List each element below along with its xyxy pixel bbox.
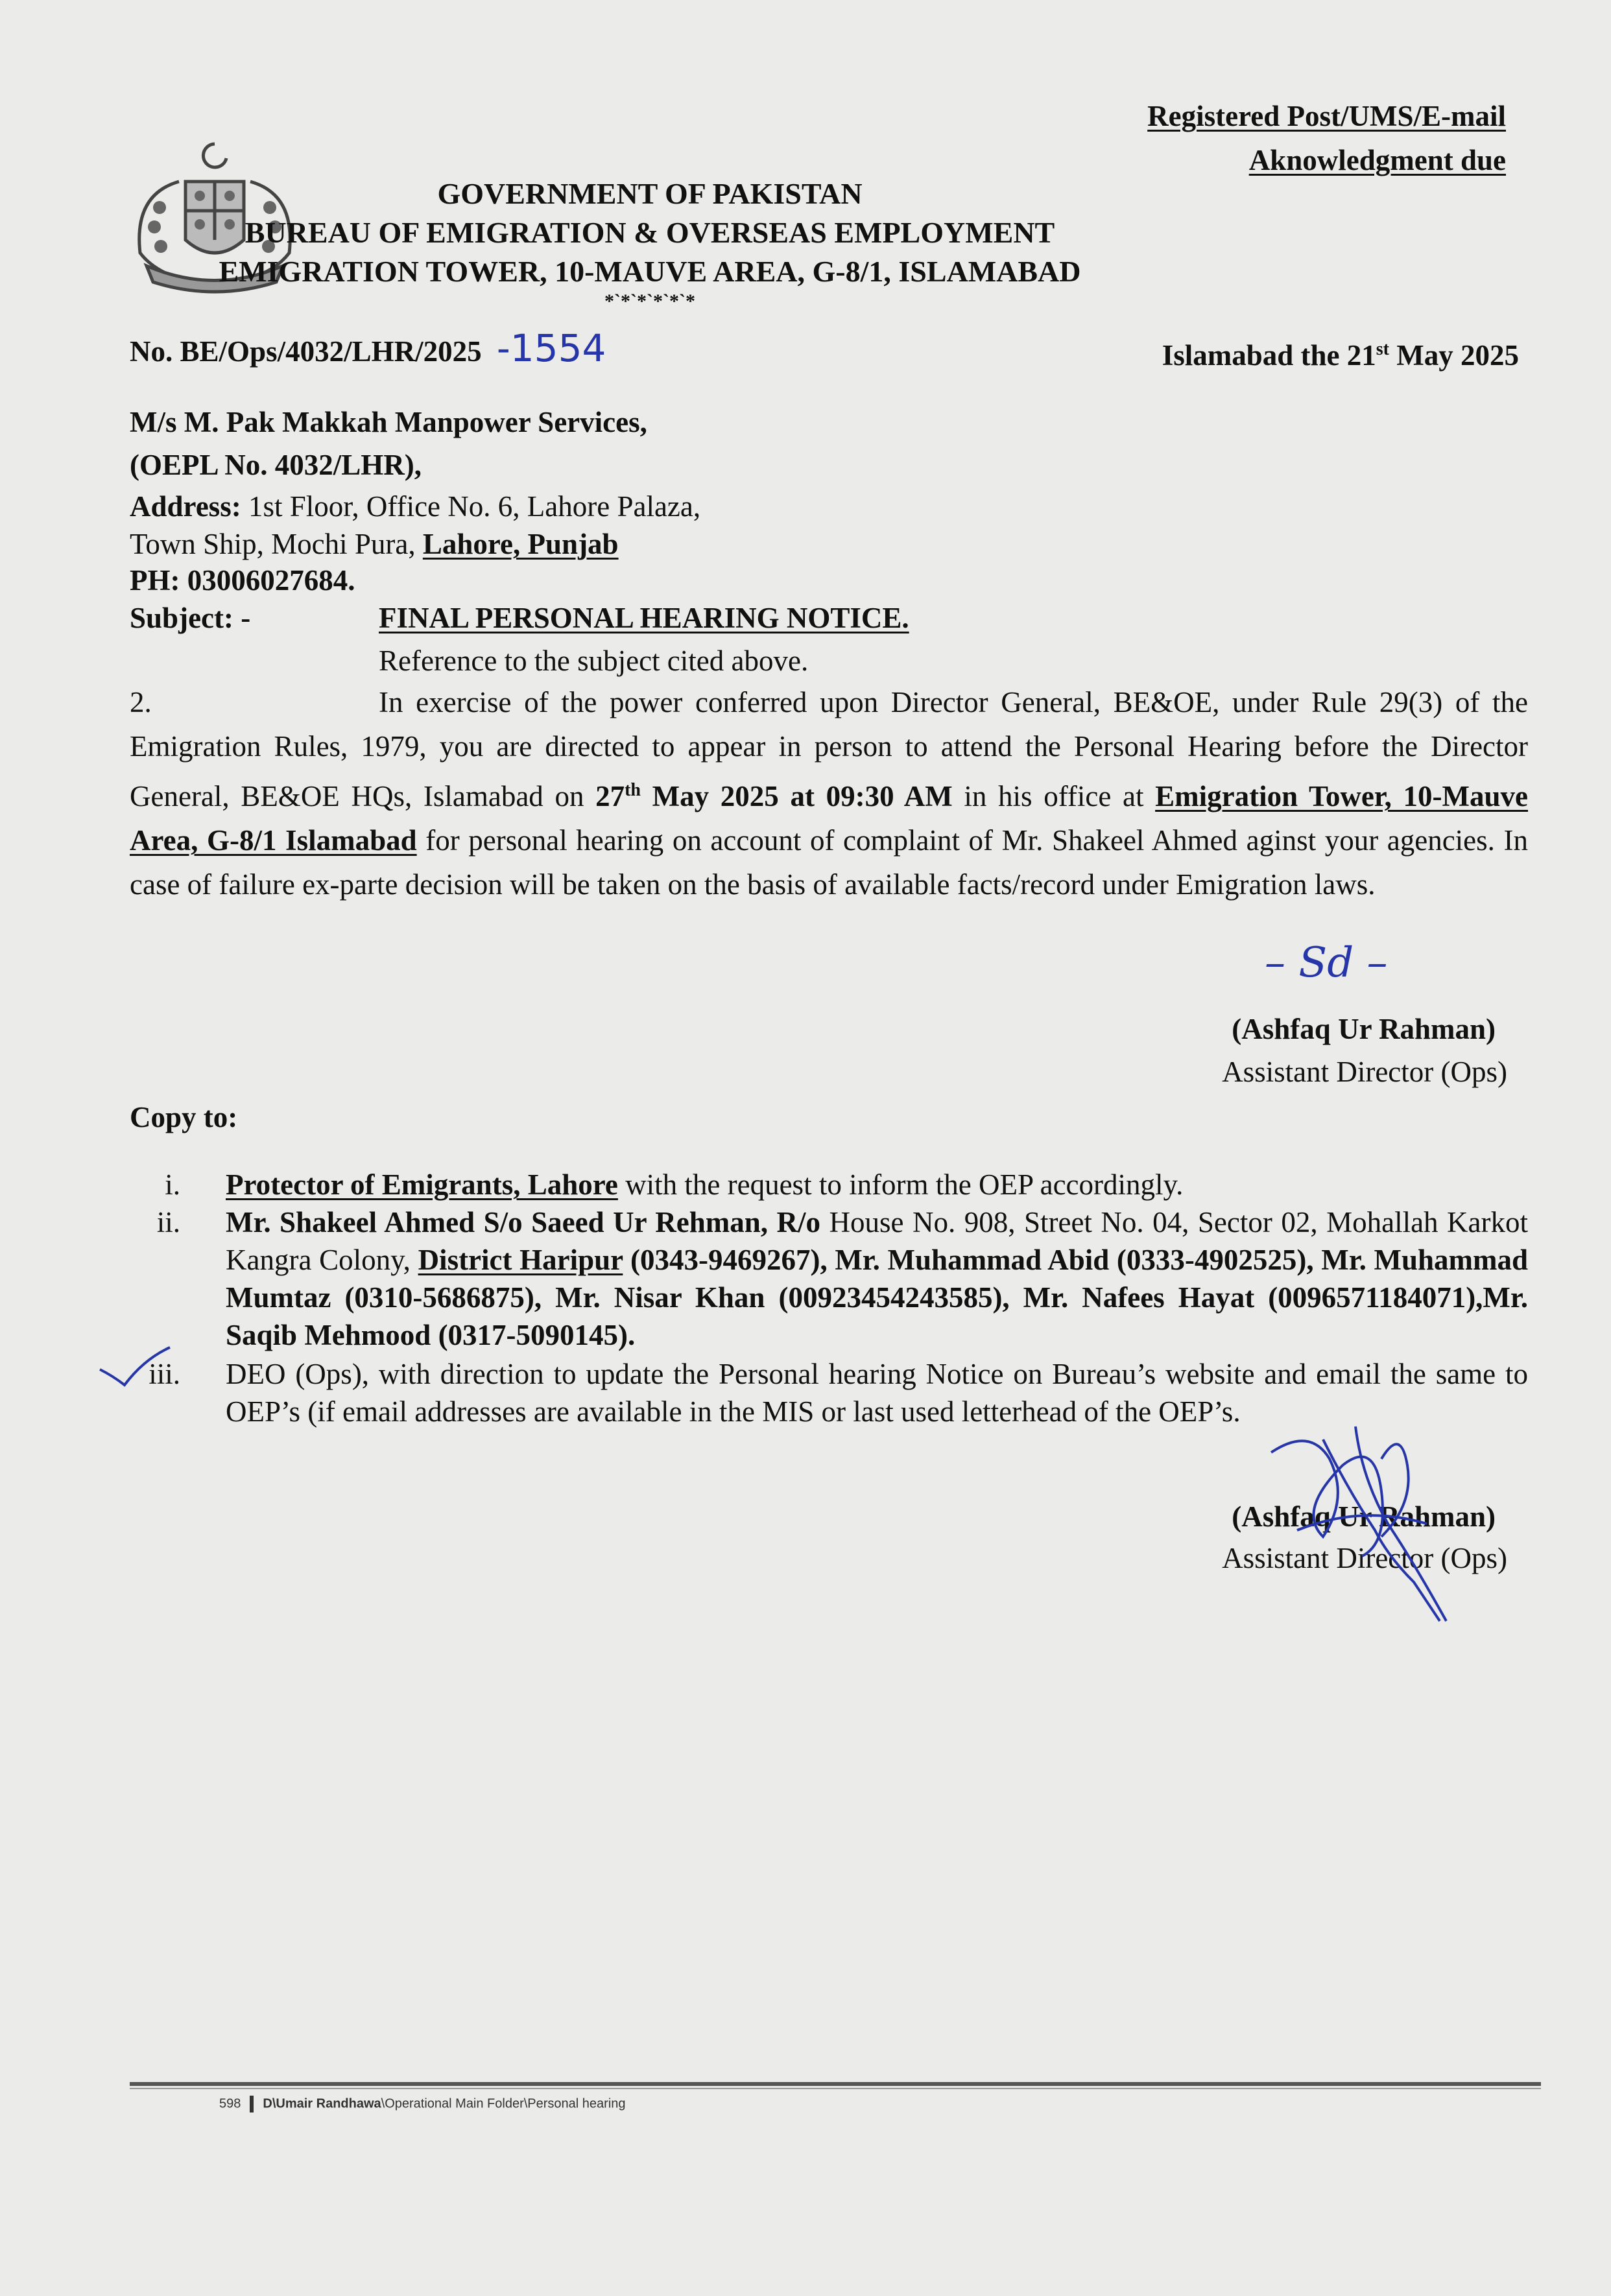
registered-post-label: Registered Post/UMS/E-mail [1147,100,1506,132]
copy-item-2 [226,1203,1528,1354]
date-prefix: Islamabad the 21 [1162,339,1376,372]
copy-item-2-district: District Haripur [418,1244,623,1276]
copy-item-num: iii. [149,1358,180,1390]
addressee-phone: PH: 03006027684. [130,564,355,597]
acknowledgment-label: Aknowledgment due [1248,144,1506,176]
hearing-date-rest: May 2025 at 09:30 AM [641,780,953,812]
reference-number [130,326,606,370]
subject-reference: Reference to the subject cited above. [379,645,809,677]
subject-label: Subject: - [130,602,251,634]
copy-to-label: Copy to: [130,1101,238,1133]
copy-item-2-text1: House No. 908, Street No. 04, Sector 02, Mohallah Karkot Kangra Colony, [226,1206,1528,1276]
gov-heading: GOVERNMENT OF PAKISTAN [437,177,863,210]
signatory-title-2: Assistant Director (Ops) [1222,1542,1507,1574]
hearing-venue: Emigration Tower, 10-Mauve Area, G-8/1 Islamabad [130,780,1529,857]
stars-divider: *`*`*`*`*`* [604,290,695,312]
reference-number-text: No. BE/Ops/4032/LHR/2025 [130,335,482,368]
date-suffix: May 2025 [1389,339,1519,372]
copy-item-1-lead: Protector of Emigrants, Lahore [226,1168,618,1201]
footer-page-number: 598 [219,2096,241,2111]
addressee-address-line2 [130,525,619,563]
copy-item-num: i. [165,1168,180,1201]
bureau-address-heading: EMIGRATION TOWER, 10-MAUVE AREA, G-8/1, ISLAMABAD [219,255,1081,288]
paragraph-number: 2. [130,686,152,718]
signature-mark: – Sd – [1265,939,1388,987]
footer-path: \Operational Main Folder\Personal hearing [381,2096,626,2111]
copy-item-num: ii. [156,1206,180,1238]
address-line2-text: Town Ship, Mochi Pura, [130,528,423,560]
body-paragraph [130,680,1528,906]
addressee-name: M/s M. Pak Makkah Manpower Services, [130,406,647,438]
body-text-3: for personal hearing on account of complaint of Mr. Shakeel Ahmed aginst your agencies. In case of failure ex-parte decision will be taken on the basis of available facts/record under Emigration laws. [130,824,1528,901]
signature-scribble-icon [1258,1414,1505,1634]
hearing-day: 27 [595,780,625,812]
bureau-heading: BUREAU OF EMIGRATION & OVERSEAS EMPLOYMENT [245,216,1055,249]
address-line1-text: 1st Floor, Office No. 6, Lahore Palaza, [241,490,701,523]
hearing-day-sup: th [625,780,641,800]
date-sup: st [1376,339,1390,359]
signatory-title: Assistant Director (Ops) [1222,1056,1507,1088]
signatory-name: (Ashfaq Ur Rahman) [1232,1013,1496,1045]
hearing-date [595,780,953,812]
copy-item-1 [226,1166,1528,1203]
body-text-2: in his office at [952,780,1156,812]
addressee-oepl: (OEPL No. 4032/LHR), [130,449,422,481]
handwritten-number: -1554 [496,326,606,370]
footer-user: D\Umair Randhawa [263,2096,381,2111]
letter-date [1162,331,1519,374]
footer-rule-thin [130,2088,1541,2089]
body-text-1: In exercise of the power conferred upon Director General, BE&OE, under Rule 29(3) of the Emigration Rules, 1979, you are directed to appear in person to attend the Personal Hearing before the Director General, BE&OE HQs, Islamabad on [130,686,1528,812]
footer-rule [130,2082,1541,2086]
signatory-name-2: (Ashfaq Ur Rahman) [1232,1500,1496,1533]
footer-separator [250,2096,254,2113]
footer [219,2096,626,2113]
copy-item-2-text2: (0343-9469267), Mr. Muhammad Abid (0333-4902525), Mr. Muhammad Mumtaz (0310-5686875), Mr. Nisar Khan (00923454243585), Mr. Nafees Hayat (0096571184071),Mr. Saqib Mehmood (0317-5090145). [226,1244,1529,1351]
subject-text: FINAL PERSONAL HEARING NOTICE. [379,602,909,634]
address-label: Address: [130,490,241,523]
copy-item-1-text: with the request to inform the OEP accordingly. [617,1168,1184,1201]
address-city: Lahore, Punjab [422,528,619,560]
copy-item-2-lead: Mr. Shakeel Ahmed S/o Saeed Ur Rehman, R/o [226,1206,821,1238]
addressee-address-line1 [130,488,700,525]
copy-item-3: DEO (Ops), with direction to update the Personal hearing Notice on Bureau’s website and email the same to OEP’s (if email addresses are available in the MIS or last used letterhead of the OEP’s. [226,1358,1528,1428]
